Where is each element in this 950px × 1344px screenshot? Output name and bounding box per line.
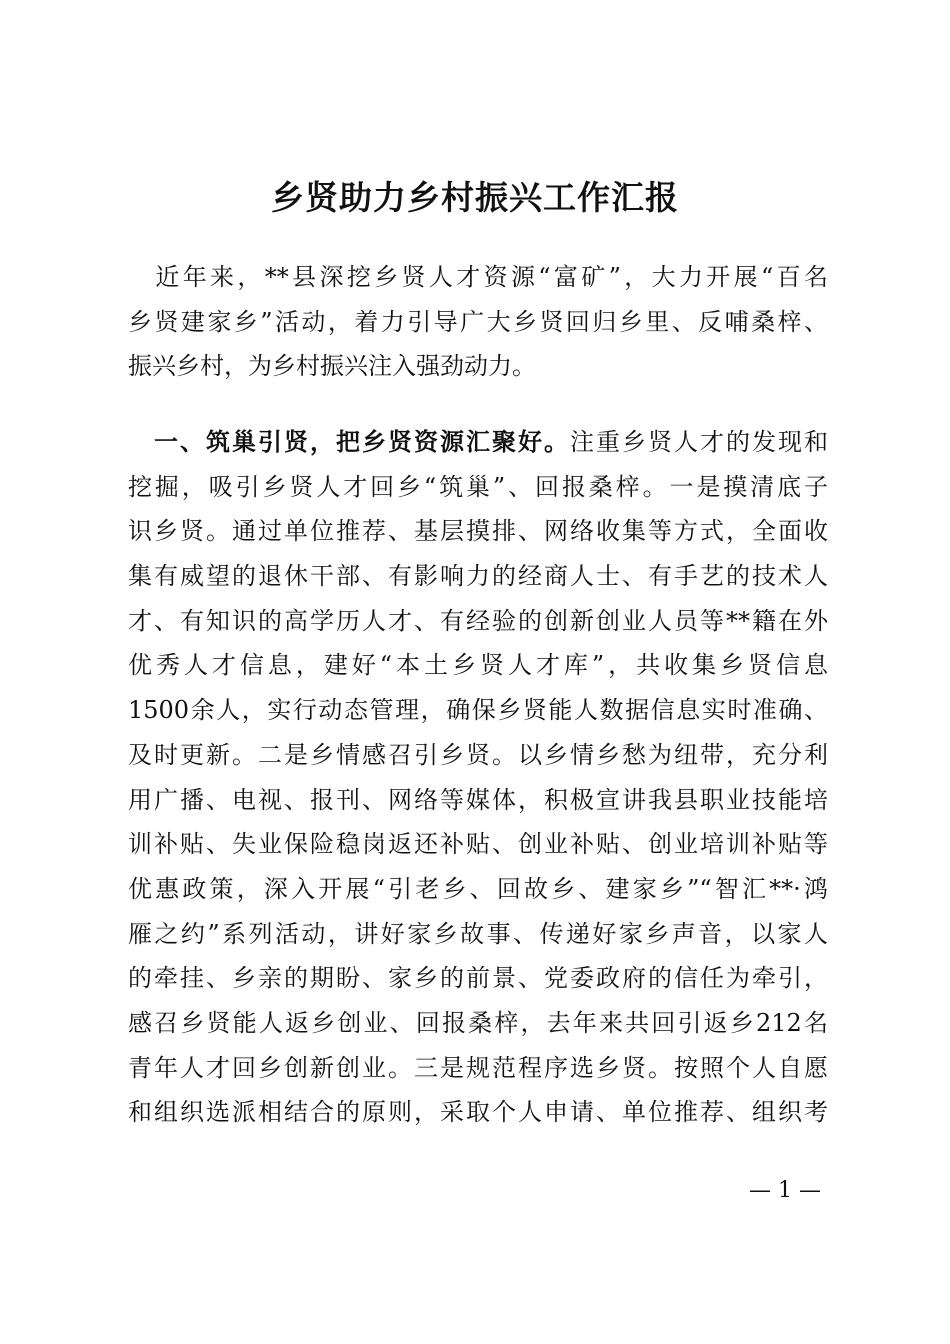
section-1-paragraph xyxy=(128,420,828,1135)
page-title: 乡贤助力乡村振兴工作汇报 xyxy=(271,178,679,217)
section-heading: 一、筑巢引贤，把乡贤资源汇聚好。 xyxy=(128,427,570,456)
paragraph-line: 振兴乡村，为乡村振兴注入强劲动力。 xyxy=(128,352,536,381)
paragraph-line: 乡贤建家乡”活动，着力引导广大乡贤回归乡里、反哺桑梓、 xyxy=(128,307,828,336)
paragraph-line xyxy=(128,420,828,465)
paragraph-line: 青年人才回乡创新创业。三是规范程序选乡贤。按照个人自愿 xyxy=(128,1053,828,1082)
paragraph-line: 识乡贤。通过单位推荐、基层摸排、网络收集等方式，全面收 xyxy=(128,517,828,546)
paragraph-line: 雁之约”系列活动，讲好家乡故事、传递好家乡声音，以家人 xyxy=(128,919,828,948)
paragraph-line: 训补贴、失业保险稳岗返还补贴、创业补贴、创业培训补贴等 xyxy=(128,830,828,859)
section-text: 注重乡贤人才的发现和 xyxy=(570,428,828,456)
paragraph-line: 近年来，**县深挖乡贤人才资源“富矿”，大力开展“百名 xyxy=(128,263,828,291)
paragraph-line: 及时更新。二是乡情感召引乡贤。以乡情乡愁为纽带，充分利 xyxy=(128,740,828,769)
paragraph-line: 才、有知识的高学历人才、有经验的创新创业人员等**籍在外 xyxy=(128,606,828,635)
page-number: — 1 — xyxy=(749,1178,821,1203)
paragraph-line: 优惠政策，深入开展“引老乡、回故乡、建家乡”“智汇**·鸿 xyxy=(128,874,828,903)
paragraph-line: 集有威望的退休干部、有影响力的经商人士、有手艺的技术人 xyxy=(128,562,828,591)
paragraph-line: 优秀人才信息，建好“本土乡贤人才库”，共收集乡贤信息 xyxy=(128,651,828,680)
paragraph-line: 挖掘，吸引乡贤人才回乡“筑巢”、回报桑梓。一是摸清底子 xyxy=(128,472,828,501)
intro-paragraph xyxy=(128,255,828,389)
paragraph-line: 1500余人，实行动态管理，确保乡贤能人数据信息实时准确、 xyxy=(128,696,828,725)
paragraph-line: 的牵挂、乡亲的期盼、家乡的前景、党委政府的信任为牵引， xyxy=(128,964,828,993)
paragraph-line: 感召乡贤能人返乡创业、回报桑梓，去年来共回引返乡212名 xyxy=(128,1008,828,1037)
paragraph-line: 和组织选派相结合的原则，采取个人申请、单位推荐、组织考 xyxy=(128,1098,828,1127)
paragraph-line: 用广播、电视、报刊、网络等媒体，积极宣讲我县职业技能培 xyxy=(128,785,828,814)
